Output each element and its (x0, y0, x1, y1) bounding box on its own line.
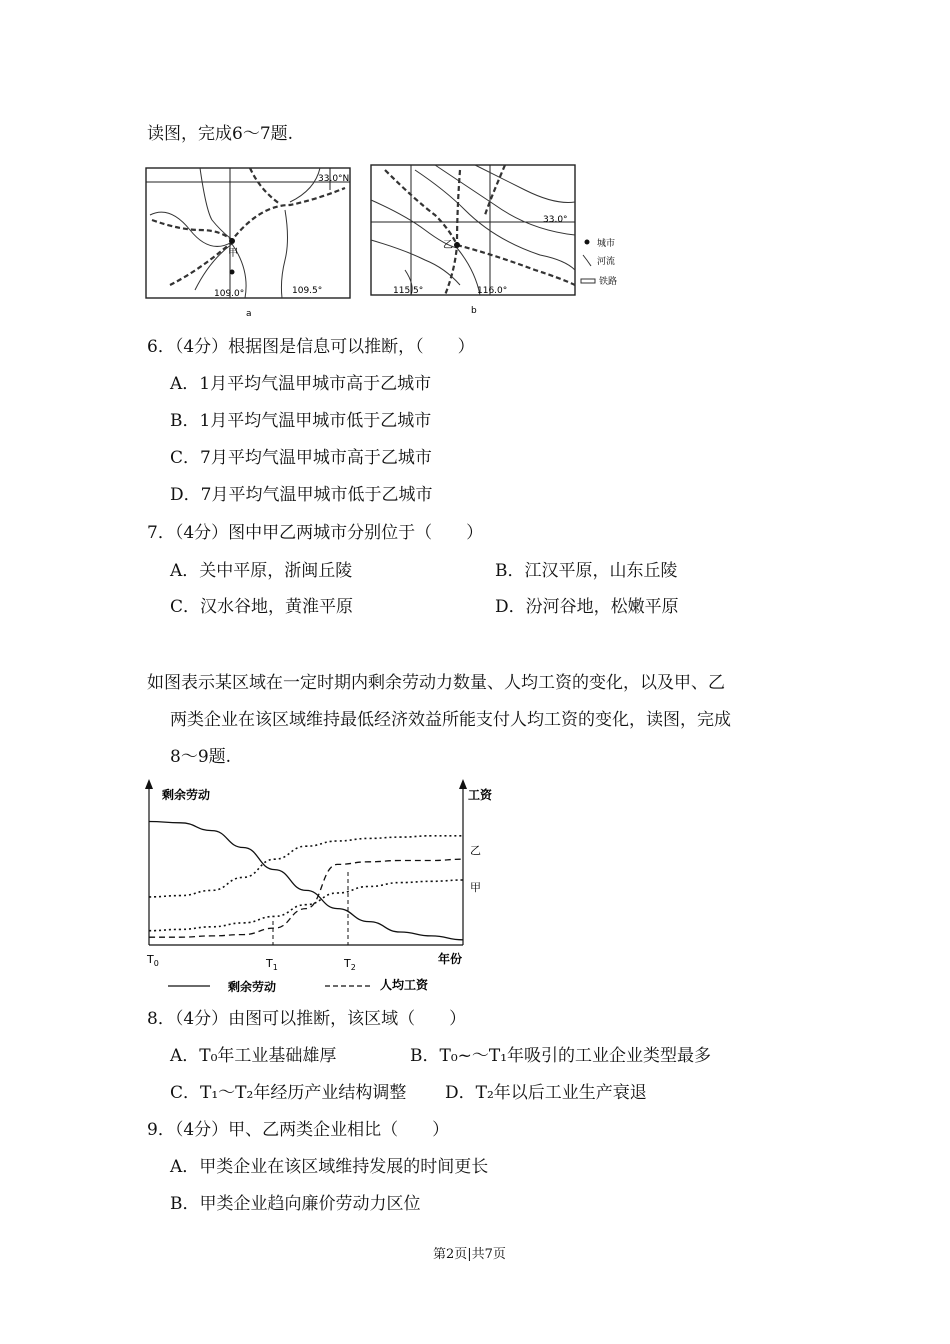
map-b (365, 160, 635, 325)
q7-option-c: C．汉水谷地，黄淮平原 (170, 597, 354, 617)
legend-railway: 铁路 (599, 277, 618, 287)
q7-stem: 7．（4分）图中甲乙两城市分别位于（ ） (147, 523, 484, 543)
q7-option-a: A．关中平原，浙闽丘陵 (170, 561, 353, 581)
q8-option-c: C．T₁～T₂年经历产业结构调整 (170, 1083, 407, 1103)
legend-river: 河流 (597, 257, 616, 267)
series-end-label-jia: 甲 (470, 881, 481, 894)
q6-option-c: C．7月平均气温甲城市高于乙城市 (170, 448, 432, 468)
q6-option-d: D．7月平均气温甲城市低于乙城市 (170, 485, 433, 505)
intro-text-6-7: 读图，完成6～7题. (147, 124, 294, 144)
intro-text-8-9-line2: 两类企业在该区域维持最低经济效益所能支付人均工资的变化，读图，完成 (170, 710, 731, 730)
q6-option-b: B．1月平均气温甲城市低于乙城市 (170, 411, 432, 431)
page-footer: 第2页|共7页 (433, 1247, 506, 1262)
series-end-label-yi: 乙 (470, 844, 481, 857)
map-b-caption: b (471, 306, 477, 316)
map-a-caption: a (246, 309, 252, 319)
intro-text-8-9-line1: 如图表示某区域在一定时期内剩余劳动力数量、人均工资的变化，以及甲、乙 (147, 673, 725, 693)
map-b-lon-left: 115.5° (393, 286, 424, 296)
map-a (140, 160, 360, 325)
map-b-lon-right: 116.0° (477, 286, 508, 296)
series-line-0 (149, 822, 463, 940)
map-a-lat-label: 33.0°N (318, 174, 350, 184)
q8-option-d: D．T₂年以后工业生产衰退 (445, 1083, 647, 1103)
x-axis-label: 年份 (438, 952, 463, 966)
left-y-axis-arrow (145, 779, 153, 789)
map-a-lon-right: 109.5° (292, 286, 323, 296)
q9-option-a: A．甲类企业在该区域维持发展的时间更长 (170, 1157, 489, 1177)
q8-option-b: B．T₀~～T₁年吸引的工业企业类型最多 (410, 1046, 712, 1066)
map-a-lon-left: 109.0° (214, 289, 245, 299)
intro-text-8-9-line3: 8～9题. (170, 747, 232, 767)
series-line-2 (149, 836, 463, 897)
q9-option-b: B．甲类企业趋向廉价劳动力区位 (170, 1194, 421, 1214)
q8-option-a: A．T₀年工业基础雄厚 (170, 1046, 337, 1066)
legend-dashed-label: 人均工资 (380, 978, 429, 992)
q6-option-a: A．1月平均气温甲城市高于乙城市 (170, 374, 432, 394)
map-a-city-label: 甲 (228, 248, 238, 259)
q6-stem: 6．（4分）根据图是信息可以推断，（ ） (147, 337, 475, 357)
map-b-lat-label: 33.0° (543, 215, 568, 225)
series-line-3 (149, 880, 463, 931)
q9-stem: 9．（4分）甲、乙两类企业相比（ ） (147, 1120, 450, 1140)
series-line-1 (149, 859, 463, 937)
right-y-axis-label: 工资 (468, 788, 493, 802)
x-tick-t2: $T_2$ (344, 957, 356, 972)
q8-stem: 8．（4分）由图可以推断，该区域（ ） (147, 1009, 467, 1029)
x-tick-t1: $T_1$ (266, 957, 278, 972)
right-y-axis-arrow (459, 779, 467, 789)
labor-wage-chart (140, 775, 500, 1000)
x-tick-t0: $T_0$ (147, 953, 159, 968)
map-b-city-label: 乙 (443, 240, 453, 251)
q7-option-b: B．江汉平原，山东丘陵 (495, 561, 678, 581)
left-y-axis-label: 剩余劳动 (162, 788, 211, 802)
legend-solid-label: 剩余劳动 (228, 980, 277, 994)
q7-option-d: D．汾河谷地，松嫩平原 (495, 597, 679, 617)
legend-city: 城市 (597, 239, 616, 249)
